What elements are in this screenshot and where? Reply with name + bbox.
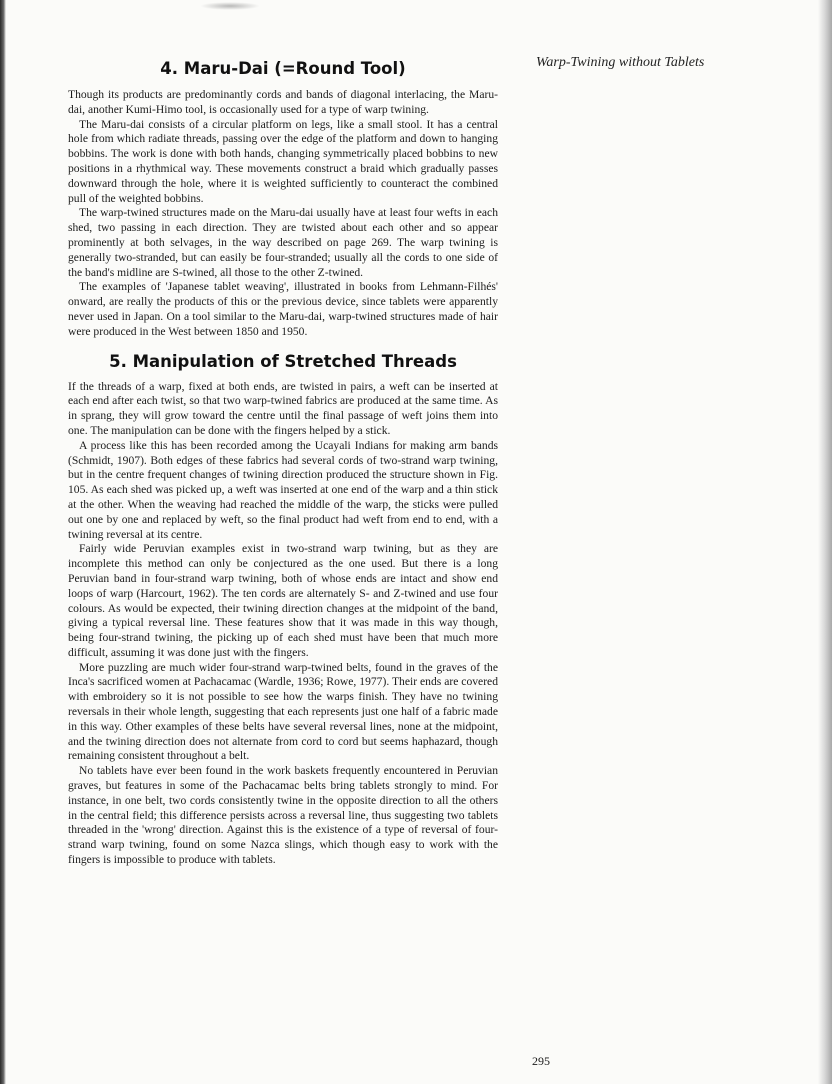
running-head: Warp-Twining without Tablets (536, 55, 705, 70)
section-5-heading: 5. Manipulation of Stretched Threads (109, 351, 457, 371)
section-5-paragraph: No tablets have ever been found in the work baskets frequently encountered in Peruvian graves, but features in some of the Pachacamac belts bring tablets strongly to mind. For instance, in one belt, two cords consistently twine in the opposite direction to all the others in the central field; this difference persists across a reversal line, thus suggesting two tablets threaded in the 'wrong' direction. Against this is the existence of a type of reversal of four-strand warp twining, found on some Nazca slings, which though easy to work with the fingers is impossible to produce with tablets. (68, 764, 498, 867)
page-number: 295 (532, 1054, 550, 1068)
section-4-heading: 4. Maru-Dai (=Round Tool) (160, 59, 406, 78)
section-4-paragraph: The Maru-dai consists of a circular platform on legs, like a small stool. It has a central hole from which radiate threads, passing over the edge of the platform and down to hanging bobbins. The work is done with both hands, changing symmetrically placed bobbins to new positions in a rhythmical way. These movements construct a braid which gradually passes downward through the hole, where it is weighted sufficiently to counteract the combined pull of the weighted bobbins. (68, 117, 498, 205)
section-4-paragraph: Though its products are predominantly cords and bands of diagonal interlacing, the Maru-dai, another Kumi-Himo tool, is occasionally used for a type of warp twining. (68, 88, 498, 116)
scan-speck (200, 2, 260, 10)
scan-shadow-left (0, 0, 6, 1084)
section-5-paragraph: Fairly wide Peruvian examples exist in two-strand warp twining, but as they are incomplete this method can only be conjectured as the one used. But there is a long Peruvian band in four-strand warp twining, both of whose ends are intact and show end loops of warp (Harcourt, 1962). The ten cords are alternately S- and Z-twined and use four colours. As would be expected, their twining direction changes at the midpoint of the band, giving a typical reversal line. These features show that it was made in this way though, being four-strand twining, the picking up of each shed must have been that much more difficult, assuming it was done just with the fingers. (68, 542, 498, 659)
section-5-paragraph: If the threads of a warp, fixed at both ends, are twisted in pairs, a weft can be inserted at each end after each twist, so that two warp-twined fabrics are produced at the same time. As in sprang, they will grow toward the centre until the final passage of weft joins them into one. The manipulation can be done with the fingers helped by a stick. (68, 379, 498, 437)
section-5-paragraph: A process like this has been recorded among the Ucayali Indians for making arm bands (Schmidt, 1907). Both edges of these fabrics had several cords of two-strand warp twining, but in the centre frequent changes of twining direction produced the structure shown in Fig. 105. As each shed was picked up, a weft was inserted at one end of the warp and a thin stick at the other. When the weaving had reached the middle of the warp, the sticks were pulled out one by one and replaced by weft, so the final product had weft from end to end, with a twining reversal at its centre. (68, 438, 498, 541)
section-5-paragraph: More puzzling are much wider four-strand warp-twined belts, found in the graves of the Inca's sacrificed women at Pachacamac (Wardle, 1936; Rowe, 1977). Their ends are covered with embroidery so it is not possible to see how the warps finish. They have no twining reversals in their whole length, suggesting that each represents just one half of a fabric made in this way. Other examples of these belts have several reversal lines, none at the midpoint, and the twining direction does not alternate from cord to cord but seems haphazard, though remaining consistent throughout a belt. (68, 660, 498, 763)
section-4-paragraph: The warp-twined structures made on the Maru-dai usually have at least four wefts in each shed, two passing in each direction. They are twisted about each other and so appear prominently at both selvages, in the way described on page 269. The warp twining is generally two-stranded, but can easily be four-stranded; usually all the cords to one side of the band's midline are S-twined, all those to the other Z-twined. (68, 206, 498, 279)
scan-shadow-right (818, 0, 832, 1084)
section-4-paragraph: The examples of 'Japanese tablet weaving', illustrated in books from Lehmann-Filhés' onward, are really the products of this or the previous device, since tablets were apparently never used in Japan. On a tool similar to the Maru-dai, warp-twined structures made of hair were produced in the West between 1850 and 1950. (68, 280, 498, 338)
text-column (68, 56, 498, 868)
